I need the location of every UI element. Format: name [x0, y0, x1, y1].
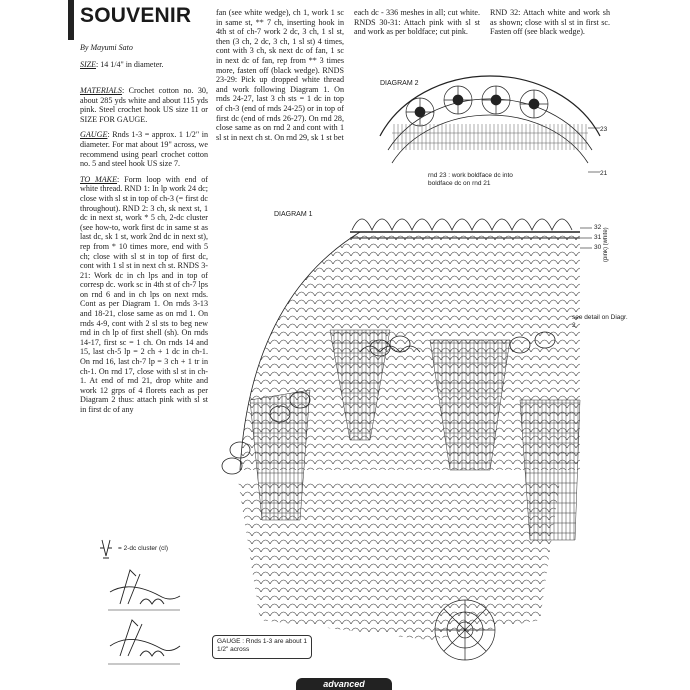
- tomake-text: : Form loop with end of white thread. RND 1: In lp work 24 dc; close with sl st in top of ch-3 (= first dc throughout). RND 2: 3 ch, sk next st, 1 dc in next st, work * 5 ch, 2-dc cluster (see how-to, work first dc in same st as last dc, sk 1 st, work 2nd dc in next st), rep from * 10 times more, end with 5 ch; close with sl st in top of first dc, cont with 1 sl st in next ch st. RNDS 3-21: Work dc in ch lps and in top of corresp dc. work sc in 4th st of ch-7 lps on rnd 6 and in ch lps on next rnds. Cont as per Diagram 1. On rnds 3-13 and 18-21, close same as on rnd 1. On rnds 4-9, cont with 2 sl sts to beg new rnd in ch lp of first shell (sh). On rnds 14-17, first sc = 1 ch. On rnds 14 and 15, last ch-5 lp = 2 ch + 1 dc in ch-1. On rnd 16, last ch-7 lp = 3 ch + 1 tr in ch-1. On rnd 17, close with sl st in ch-1. At end of rnd 21, drop white and work 12 grps of 4 florets each as per Diagram 2 thus: attach pink with sl st in first dc of any: [80, 174, 208, 414]
- gauge-label: GAUGE: [80, 130, 108, 140]
- col3-text: each dc - 336 meshes in all; cut white. RNDS 30-31: Attach pink with sl st and work as per boldface; cut pink.: [354, 8, 480, 37]
- row-label-23: 23: [600, 126, 608, 133]
- row-label-21: 21: [600, 170, 608, 177]
- diagram-1-center-motif: [435, 600, 495, 660]
- page-title: SOUVENIR: [80, 4, 192, 27]
- see-detail-note: see detail on Diagr. 2: [572, 314, 628, 329]
- cluster-legend-text: = 2-dc cluster (cl): [118, 545, 169, 552]
- col2-text: fan (see white wedge), ch 1, work 1 sc in same st, ** 7 ch, inserting hook in 4th st of ch-7 work 2 dc, 3 ch, 1 sl st, then (3 ch, 2 dc, 3 ch, 1 sl st) 4 times, cont with 3 ch, sk next dc of fan, 1 sc in next dc of fan, rep from ** 3 times more, fasten off (black wedge). RNDS 23-29: Pick up dropped white thread and work following Diagram 1. On rnds 24-27, last 3 ch sts = 1 dc in top of ch-3 (end of rnds 24-25) or in top of first dc (end of rnds 26-27). On rnd 28, close same as on rnd 2 and cont with 1 sl st in next ch st. On rnd 29, sk 1 st bet: [216, 8, 344, 142]
- row-label-32: 32: [594, 224, 602, 231]
- materials-text: : Crochet cotton no. 30, about 285 yds white and about 115 yds pink. Steel crochet hook US size 11 or SIZE FOR GAUGE.: [80, 86, 208, 124]
- diagram-2-drawing: [380, 76, 600, 172]
- gauge-text: : Rnds 1-3 = approx. 1 1/2" in diameter. For mat about 19" across, we recommend using pearl crochet cotton no. 5 and steel hook US size 7.: [80, 130, 208, 169]
- diagram-1-lower-mesh: [238, 480, 560, 640]
- col4-text: RND 32: Attach white and work sh as shown; close with sl st in first sc. Fasten off (see black wedge).: [490, 8, 610, 37]
- row-label-30: 30: [594, 244, 602, 251]
- byline: By Mayumi Sato: [80, 43, 133, 52]
- rnd23-note: rnd 23 : work boldface dc into boldface dc on rnd 21: [428, 172, 513, 187]
- size-label: SIZE: [80, 60, 96, 69]
- footer-logo: advanced: [296, 678, 392, 690]
- materials-label: MATERIALS: [80, 86, 122, 95]
- pink-white-note: (pink) (white): [603, 227, 609, 262]
- diagram-1-drawing: [222, 219, 592, 660]
- row-label-31: 31: [594, 234, 602, 241]
- stitch-howto-illustration: [108, 570, 180, 664]
- gauge-box: GAUGE : Rnds 1-3 are about 1 1/2" across: [212, 635, 312, 659]
- diagram-2-label: DIAGRAM 2: [380, 80, 419, 87]
- diagram-1-top-scallops: [352, 219, 572, 230]
- size-text: : 14 1/4" in diameter.: [96, 60, 164, 69]
- cluster-legend-symbol: [100, 540, 112, 558]
- diagram-1-label: DIAGRAM 1: [274, 211, 313, 218]
- tomake-label: TO MAKE: [80, 174, 118, 184]
